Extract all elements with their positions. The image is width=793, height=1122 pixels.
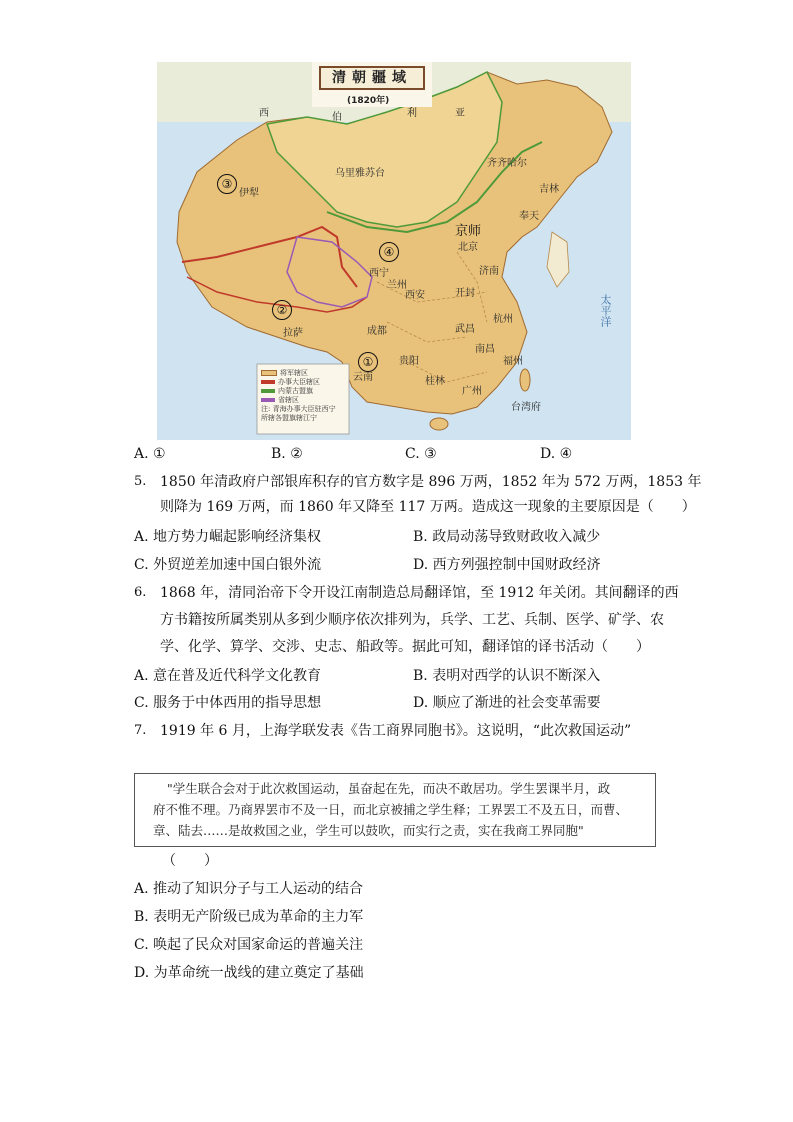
marker-2: ②	[272, 300, 292, 320]
q7-quote-line2: 府不惟不理。乃商界罢市不及一日，而北京被捕之学生释；工界罢工不及五日，而曹、	[153, 802, 629, 817]
legend-swatch	[261, 398, 275, 402]
city-lanzhou: 兰州	[387, 280, 407, 291]
legend-note: 所辖各盟旗辖江宁	[261, 414, 317, 422]
legend-swatch	[261, 370, 277, 376]
legend-item	[261, 396, 336, 405]
legend-swatch	[261, 380, 275, 384]
city-fuzhou: 福州	[503, 356, 523, 367]
city-qiqihar: 齐齐哈尔	[487, 158, 527, 169]
q7-option-c[interactable]: C. 唤起了民众对国家命运的普遍关注	[134, 937, 364, 953]
city-xian: 西安	[405, 290, 425, 301]
city-taiwan: 台湾府	[511, 402, 541, 413]
q6-stem-line1: 1868 年，清同治帝下令开设江南制造总局翻译馆，至 1912 年关闭。其间翻译的西	[160, 585, 679, 601]
map-legend	[261, 369, 336, 423]
label-ya: 亚	[455, 108, 465, 119]
label-bo: 伯	[332, 112, 342, 123]
q7-option-a[interactable]: A. 推动了知识分子与工人运动的结合	[134, 881, 364, 897]
q5-option-a[interactable]: A. 地方势力崛起影响经济集权	[134, 529, 322, 545]
city-jilin: 吉林	[539, 184, 559, 195]
label-xi: 西	[259, 108, 269, 119]
marker-3: ③	[217, 174, 237, 194]
legend-item	[261, 369, 336, 378]
city-kunming: 云南	[353, 372, 373, 383]
label-pacific: 太平洋	[599, 294, 612, 327]
marker-4: ④	[379, 242, 399, 262]
q5-option-b[interactable]: B. 政局动荡导致财政收入减少	[413, 529, 601, 545]
legend-item	[261, 387, 336, 396]
city-jingshi: 京师	[455, 224, 482, 239]
city-hangzhou: 杭州	[493, 314, 513, 325]
marker-1: ①	[358, 352, 378, 372]
q4-option-d[interactable]: D. ④	[540, 446, 573, 462]
legend-label: 省辖区	[278, 396, 299, 404]
q6-number: 6.	[134, 585, 147, 600]
legend-item	[261, 378, 336, 387]
q4-option-b[interactable]: B. ②	[271, 446, 303, 462]
q7-stem: 1919 年 6 月，上海学联发表《告工商界同胞书》。这说明，“此次救国运动”	[160, 723, 632, 739]
q7-quote-line3: 章、陆去……是故救国之业，学生可以鼓吹，而实行之责，实在我商工界同胞"	[153, 823, 584, 838]
city-nanchang: 南昌	[475, 344, 495, 355]
city-guilin: 桂林	[425, 376, 445, 387]
city-jinan: 济南	[479, 266, 499, 277]
q6-option-b[interactable]: B. 表明对西学的认识不断深入	[413, 668, 601, 684]
q6-option-a[interactable]: A. 意在普及近代科学文化教育	[134, 668, 322, 684]
city-guiyang: 贵阳	[399, 356, 419, 367]
city-beijing: 北京	[458, 242, 478, 253]
q6-option-c[interactable]: C. 服务于中体西用的指导思想	[134, 695, 322, 711]
q5-option-c[interactable]: C. 外贸逆差加速中国白银外流	[134, 557, 322, 573]
q5-option-d[interactable]: D. 西方列强控制中国财政经济	[413, 557, 601, 573]
q7-answer-blank[interactable]: （ ）	[162, 853, 218, 869]
q5-stem-line1: 1850 年清政府户部银库积存的官方数字是 896 万两，1852 年为 572 万两，1853 年	[160, 474, 702, 490]
city-yili: 伊犁	[239, 188, 259, 199]
q7-option-d[interactable]: D. 为革命统一战线的建立奠定了基础	[134, 965, 364, 981]
city-wuchang: 武昌	[455, 324, 475, 335]
legend-swatch	[261, 389, 275, 393]
q6-stem-line2: 方书籍按所属类别从多到少顺序依次排列为，兵学、工艺、兵制、医学、矿学、农	[160, 612, 664, 628]
legend-label: 将军辖区	[280, 369, 308, 377]
q6-option-d[interactable]: D. 顺应了渐进的社会变革需要	[413, 695, 601, 711]
q4-option-a[interactable]: A. ①	[134, 446, 166, 462]
city-chengdu: 成都	[367, 326, 387, 337]
q5-stem-line2: 则降为 169 万两，而 1860 年又降至 117 万两。造成这一现象的主要原因是（ ）	[160, 499, 696, 515]
city-xining: 西宁	[369, 268, 389, 279]
q7-option-b[interactable]: B. 表明无产阶级已成为革命的主力军	[134, 909, 364, 925]
q6-stem-line3: 学、化学、算学、交涉、史志、船政等。据此可知，翻译馆的译书活动（ ）	[160, 639, 650, 655]
q4-option-c[interactable]: C. ③	[405, 446, 437, 462]
hainan-island	[430, 418, 448, 430]
city-kaifeng: 开封	[455, 288, 475, 299]
taiwan-island	[520, 369, 530, 391]
q7-quote-line1: "学生联合会对于此次救国运动，虽奋起在先，而决不敢居功。学生罢课半月，政	[167, 781, 611, 796]
map-year: (1820年)	[347, 96, 390, 106]
qing-territory-map	[157, 62, 631, 440]
legend-label: 内蒙古盟旗	[278, 387, 313, 395]
legend-note: 注: 青海办事大臣驻西宁	[261, 405, 336, 413]
city-shengjing: 奉天	[519, 211, 539, 222]
city-wuliyasutai: 乌里雅苏台	[335, 168, 385, 179]
q7-quote-box	[134, 773, 656, 847]
map-title: 清朝疆域	[319, 66, 425, 90]
label-li: 利	[407, 108, 417, 119]
q7-number: 7.	[134, 723, 147, 738]
q5-number: 5.	[134, 474, 147, 489]
legend-label: 办事大臣辖区	[278, 378, 320, 386]
city-guangzhou: 广州	[462, 386, 482, 397]
city-lasa: 拉萨	[283, 328, 303, 339]
